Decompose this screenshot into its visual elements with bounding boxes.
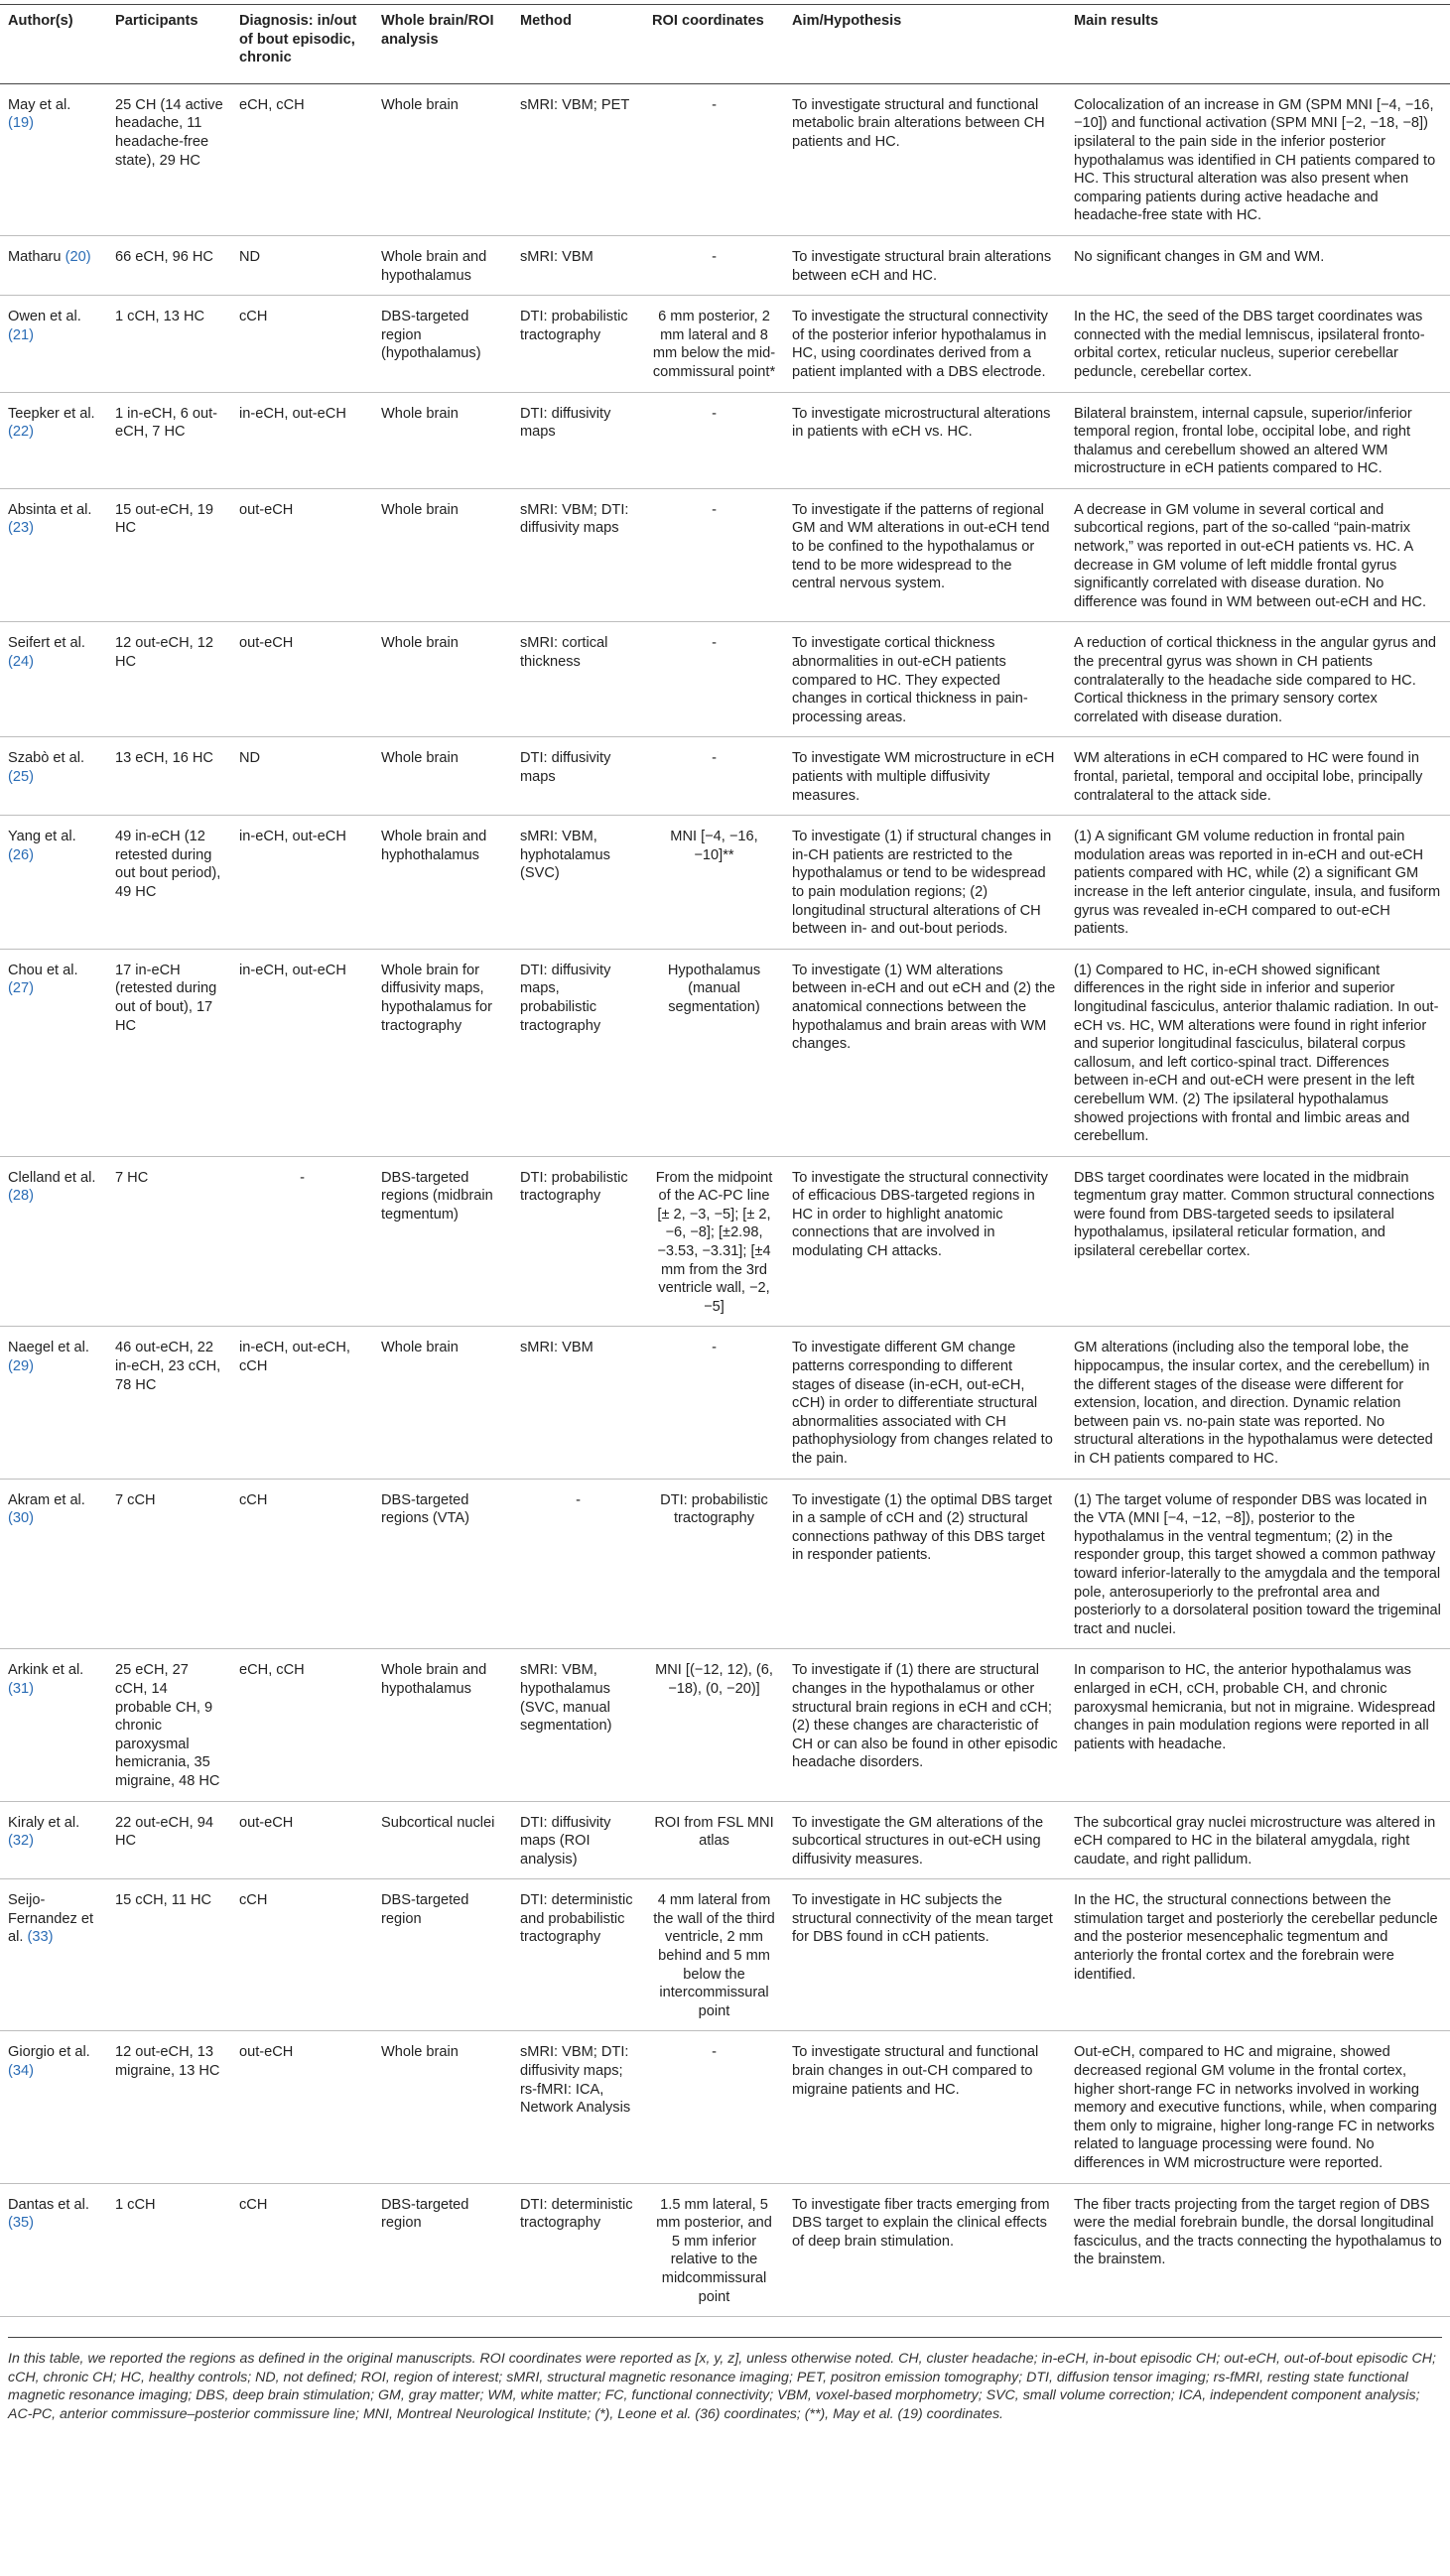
cell-method: DTI: diffusivity maps <box>512 392 644 488</box>
cell-roi-coordinates: - <box>644 488 784 622</box>
cell-method: sMRI: VBM, hypothalamus (SVC, manual segmentation) <box>512 1649 644 1801</box>
table-row <box>0 296 1450 392</box>
cell-method: - <box>512 1479 644 1649</box>
author-name: Clelland et al. <box>8 1169 96 1186</box>
citation-link[interactable]: (23) <box>8 520 34 537</box>
table-row <box>0 1327 1450 1479</box>
table-row <box>0 1879 1450 2031</box>
cell-analysis: Whole brain <box>373 2031 512 2183</box>
cell-method: DTI: diffusivity maps <box>512 737 644 816</box>
header-diagnosis: Diagnosis: in/out of bout episodic, chronic <box>231 5 373 84</box>
citation-link[interactable]: (32) <box>8 1833 34 1850</box>
cell-author <box>0 392 107 488</box>
table-row <box>0 949 1450 1156</box>
author-name: Seifert et al. <box>8 635 85 652</box>
citation-link[interactable]: (31) <box>8 1680 34 1697</box>
author-name: Absinta et al. <box>8 501 92 518</box>
cell-method: DTI: probabilistic tractography <box>512 1156 644 1327</box>
cell-author <box>0 1649 107 1801</box>
cell-author <box>0 949 107 1156</box>
cell-roi-coordinates: MNI [−4, −16, −10]** <box>644 816 784 950</box>
cell-roi-coordinates: - <box>644 83 784 235</box>
cell-roi-coordinates: From the midpoint of the AC-PC line [± 2, −3, −5]; [± 2, −6, −8]; [±2.98, −3.53, −3.31]; [±4 mm from the 3rd ventricle wall, −2, −5] <box>644 1156 784 1327</box>
cell-analysis: Subcortical nuclei <box>373 1801 512 1879</box>
cell-author <box>0 737 107 816</box>
cell-analysis: Whole brain and hyphothalamus <box>373 816 512 950</box>
citation-link[interactable]: (27) <box>8 980 34 997</box>
cell-participants: 22 out-eCH, 94 HC <box>107 1801 231 1879</box>
table-footnote: In this table, we reported the regions as defined in the original manuscripts. ROI coordinates were reported as [x, y, z], unless otherwise noted. CH, cluster headache; in-eCH, in-bout episodic CH; out-eCH, out-of-bout episodic CH; cCH, chronic CH; HC, healthy controls; ND, not defined; ROI, region of interest; sMRI, structural magnetic resonance imaging; PET, positron emission tomography; DTI, diffusion tensor imaging; rs-fMRI, resting state functional magnetic resonance imaging; DBS, deep brain stimulation; GM, gray matter; WM, white matter; FC, functional connectivity; VBM, voxel-based morphometry; SVC, small volume correction; ICA, independent component analysis; AC-PC, anterior commissure–posterior commissure line; MNI, Montreal Neurological Institute; (*), Leone et al. (36) coordinates; (**), May et al. (19) coordinates. <box>8 2337 1442 2423</box>
table-row <box>0 2031 1450 2183</box>
header-roi: ROI coordinates <box>644 5 784 84</box>
cell-aim: To investigate if (1) there are structural changes in the hypothalamus or other structural brain regions in eCH and cCH; (2) these changes are characteristic of CH or can also be found in other episodic headache disorders. <box>784 1649 1066 1801</box>
citation-link[interactable]: (25) <box>8 769 34 785</box>
cell-roi-coordinates: MNI [(−12, 12), (6, −18), (0, −20)] <box>644 1649 784 1801</box>
author-name: Yang et al. <box>8 829 76 845</box>
cell-method: sMRI: VBM <box>512 1327 644 1479</box>
cell-aim: To investigate WM microstructure in eCH patients with multiple diffusivity measures. <box>784 737 1066 816</box>
table-row <box>0 2183 1450 2317</box>
table-row <box>0 1156 1450 1327</box>
cell-analysis: Whole brain and hypothalamus <box>373 235 512 295</box>
header-method: Method <box>512 5 644 84</box>
cell-roi-coordinates: - <box>644 1327 784 1479</box>
cell-diagnosis: cCH <box>231 1479 373 1649</box>
cell-analysis: Whole brain <box>373 622 512 737</box>
cell-results: DBS target coordinates were located in the midbrain tegmentum gray matter. Common structural connections were found from DBS-targeted seeds to ipsilateral hypothalamus, ipsilateral reticular formation, and ipsilateral cerebellar cortex. <box>1066 1156 1450 1327</box>
table-body <box>0 83 1450 2316</box>
cell-aim: To investigate fiber tracts emerging from DBS target to explain the clinical effects of deep brain stimulation. <box>784 2183 1066 2317</box>
citation-link[interactable]: (21) <box>8 326 34 343</box>
cell-participants: 1 in-eCH, 6 out-eCH, 7 HC <box>107 392 231 488</box>
citation-link[interactable]: (35) <box>8 2215 34 2232</box>
cell-participants: 1 cCH <box>107 2183 231 2317</box>
cell-method: sMRI: VBM <box>512 235 644 295</box>
cell-method: DTI: probabilistic tractography <box>512 296 644 392</box>
cell-method: sMRI: VBM; PET <box>512 83 644 235</box>
cell-analysis: Whole brain <box>373 83 512 235</box>
citation-link[interactable]: (28) <box>8 1188 34 1205</box>
cell-analysis: Whole brain and hypothalamus <box>373 1649 512 1801</box>
cell-results: In the HC, the seed of the DBS target coordinates was connected with the medial lemniscus, ipsilateral fronto-orbital cortex, reticular nucleus, superior cerebellar peduncle, cerebellar cortex. <box>1066 296 1450 392</box>
cell-roi-coordinates: - <box>644 235 784 295</box>
citation-link[interactable]: (20) <box>65 248 91 265</box>
cell-participants: 13 eCH, 16 HC <box>107 737 231 816</box>
cell-results: GM alterations (including also the temporal lobe, the hippocampus, the insular cortex, and the cerebellum) in the different stages of the disease were different for extension, location, and direction. Dynamic relation between pain vs. no-pain state was reported. No structural alterations in the hypothalamus were detected in CH patients compared to HC. <box>1066 1327 1450 1479</box>
table-row <box>0 1479 1450 1649</box>
cell-diagnosis: cCH <box>231 2183 373 2317</box>
table-row <box>0 488 1450 622</box>
cell-analysis: DBS-targeted region <box>373 2183 512 2317</box>
table-row <box>0 1649 1450 1801</box>
cell-diagnosis: in-eCH, out-eCH <box>231 816 373 950</box>
cell-aim: To investigate (1) WM alterations between in-eCH and out eCH and (2) the anatomical connections between the hypothalamus and brain areas with WM changes. <box>784 949 1066 1156</box>
cell-author <box>0 488 107 622</box>
cell-roi-coordinates: DTI: probabilistic tractography <box>644 1479 784 1649</box>
cell-author <box>0 622 107 737</box>
author-name: Teepker et al. <box>8 405 95 422</box>
citation-link[interactable]: (33) <box>27 1929 54 1946</box>
cell-roi-coordinates: 4 mm lateral from the wall of the third ventricle, 2 mm behind and 5 mm below the intercommissural point <box>644 1879 784 2031</box>
cell-aim: To investigate the GM alterations of the subcortical structures in out-eCH using diffusivity measures. <box>784 1801 1066 1879</box>
table-row <box>0 737 1450 816</box>
citation-link[interactable]: (30) <box>8 1510 34 1527</box>
cell-aim: To investigate cortical thickness abnormalities in out-eCH patients compared to HC. They expected changes in cortical thickness in pain-processing areas. <box>784 622 1066 737</box>
cell-method: DTI: diffusivity maps (ROI analysis) <box>512 1801 644 1879</box>
cell-method: sMRI: VBM; DTI: diffusivity maps; rs-fMRI: ICA, Network Analysis <box>512 2031 644 2183</box>
cell-aim: To investigate (1) if structural changes in in-CH patients are restricted to the hypothalamus or tend to be widespread to pain modulation regions; (2) longitudinal structural alterations of CH between in- and out-bout periods. <box>784 816 1066 950</box>
citation-link[interactable]: (34) <box>8 2063 34 2080</box>
author-name: Szabò et al. <box>8 750 85 767</box>
table-row <box>0 1801 1450 1879</box>
cell-analysis: DBS-targeted region (hypothalamus) <box>373 296 512 392</box>
cell-analysis: Whole brain <box>373 1327 512 1479</box>
cell-results: (1) The target volume of responder DBS was located in the VTA (MNI [−4, −12, −8]), posterior to the hypothalamus in the ventral tegmentum; (2) in the responder group, this target showed a common pathway toward inferior-laterally to the amygdala and the temporal pole, anterosuperiorly to the prefrontal area and posteriorly to a dorsolateral position toward the trigeminal tract and nuclei. <box>1066 1479 1450 1649</box>
cell-participants: 25 eCH, 27 cCH, 14 probable CH, 9 chronic paroxysmal hemicrania, 35 migraine, 48 HC <box>107 1649 231 1801</box>
cell-results: The fiber tracts projecting from the target region of DBS were the medial forebrain bundle, the dorsal longitudinal fasciculus, and the tracts connecting the hypothalamus to the brainstem. <box>1066 2183 1450 2317</box>
header-analysis: Whole brain/ROI analysis <box>373 5 512 84</box>
cell-aim: To investigate in HC subjects the structural connectivity of the mean target for DBS found in cCH patients. <box>784 1879 1066 2031</box>
cell-author <box>0 1156 107 1327</box>
cell-author <box>0 2183 107 2317</box>
cell-aim: To investigate structural brain alterations between eCH and HC. <box>784 235 1066 295</box>
cell-diagnosis: in-eCH, out-eCH <box>231 949 373 1156</box>
author-name: May et al. <box>8 96 71 113</box>
cell-author <box>0 1479 107 1649</box>
cell-results: WM alterations in eCH compared to HC were found in frontal, parietal, temporal and occipital lobe, principally contralateral to the attack side. <box>1066 737 1450 816</box>
cell-results: The subcortical gray nuclei microstructure was altered in eCH compared to HC in the bilateral amygdala, right caudate, and right pallidum. <box>1066 1801 1450 1879</box>
header-author: Author(s) <box>0 5 107 84</box>
cell-roi-coordinates: ROI from FSL MNI atlas <box>644 1801 784 1879</box>
cell-analysis: DBS-targeted region <box>373 1879 512 2031</box>
cell-author <box>0 1327 107 1479</box>
cell-participants: 12 out-eCH, 12 HC <box>107 622 231 737</box>
cell-diagnosis: eCH, cCH <box>231 1649 373 1801</box>
citation-link[interactable]: (26) <box>8 846 34 863</box>
cell-aim: To investigate the structural connectivity of the posterior inferior hypothalamus in HC, using coordinates derived from a patient implanted with a DBS electrode. <box>784 296 1066 392</box>
cell-aim: To investigate structural and functional brain changes in out-CH compared to migraine patients and HC. <box>784 2031 1066 2183</box>
author-name: Chou et al. <box>8 962 78 978</box>
cell-aim: To investigate different GM change patterns corresponding to different stages of disease (in-eCH, out-eCH, cCH) in order to differentiate structural abnormalities associated with CH pathophysiology from changes related to the pain. <box>784 1327 1066 1479</box>
header-results: Main results <box>1066 5 1450 84</box>
cell-method: sMRI: VBM, hyphotalamus (SVC) <box>512 816 644 950</box>
cell-participants: 1 cCH, 13 HC <box>107 296 231 392</box>
table-header-row <box>0 5 1450 84</box>
cell-results: Out-eCH, compared to HC and migraine, showed decreased regional GM volume in the frontal cortex, higher short-range FC in networks involved in working memory and executive functions, while, when comparing them only to migraine, higher long-range FC in networks related to language processing were found. No differences in WM microstructure were reported. <box>1066 2031 1450 2183</box>
cell-roi-coordinates: 1.5 mm lateral, 5 mm posterior, and 5 mm inferior relative to the midcommissural point <box>644 2183 784 2317</box>
cell-analysis: Whole brain <box>373 737 512 816</box>
cell-analysis: Whole brain for diffusivity maps, hypothalamus for tractography <box>373 949 512 1156</box>
table-row <box>0 83 1450 235</box>
cell-author <box>0 1801 107 1879</box>
cell-roi-coordinates: 6 mm posterior, 2 mm lateral and 8 mm below the mid-commissural point* <box>644 296 784 392</box>
cell-results: (1) Compared to HC, in-eCH showed significant differences in the right side in inferior and superior longitudinal fasciculus, anterior thalamic radiation. In out-eCH vs. HC, WM alterations were found in right inferior and superior longitudinal fasciculus, bilateral corpus callosum, and left cortico-spinal tract. Differences between in-eCH and out-eCH were present in the left cerebellum WM. (2) The ipsilateral hypothalamus showed projections with frontal and limbic areas and cerebellum. <box>1066 949 1450 1156</box>
author-name: Arkink et al. <box>8 1662 84 1679</box>
cell-author <box>0 235 107 295</box>
author-name: Naegel et al. <box>8 1340 89 1356</box>
cell-results: In the HC, the structural connections between the stimulation target and posteriorly the cerebellar peduncle and the posterior mesencephalic tegmentum and anteriorly the frontal cortex and the forebrain were identified. <box>1066 1879 1450 2031</box>
cell-author <box>0 296 107 392</box>
cell-analysis: DBS-targeted regions (VTA) <box>373 1479 512 1649</box>
cell-roi-coordinates: - <box>644 2031 784 2183</box>
cell-diagnosis: out-eCH <box>231 622 373 737</box>
cell-diagnosis: out-eCH <box>231 2031 373 2183</box>
cell-participants: 17 in-eCH (retested during out of bout), 17 HC <box>107 949 231 1156</box>
cell-method: DTI: deterministic and probabilistic tractography <box>512 1879 644 2031</box>
cell-results: Bilateral brainstem, internal capsule, superior/inferior temporal region, frontal lobe, occipital lobe, and right thalamus and cerebellum showed an altered WM microstructure in eCH patients compared to HC. <box>1066 392 1450 488</box>
cell-participants: 66 eCH, 96 HC <box>107 235 231 295</box>
author-name: Dantas et al. <box>8 2196 89 2213</box>
cell-author <box>0 2031 107 2183</box>
cell-method: DTI: diffusivity maps, probabilistic tractography <box>512 949 644 1156</box>
citation-link[interactable]: (19) <box>8 115 34 132</box>
table-row <box>0 622 1450 737</box>
citation-link[interactable]: (22) <box>8 424 34 441</box>
cell-diagnosis: in-eCH, out-eCH, cCH <box>231 1327 373 1479</box>
cell-aim: To investigate if the patterns of regional GM and WM alterations in out-eCH tend to be confined to the hypothalamus or tend to be more widespread to the central nervous system. <box>784 488 1066 622</box>
table-row <box>0 235 1450 295</box>
cell-results: (1) A significant GM volume reduction in frontal pain modulation areas was reported in in-eCH and out-eCH patients compared with HC, while (2) a significant GM increase in the left anterior cingulate, insula, and fusiform gyrus was revealed in-eCH compared to out-eCH patients. <box>1066 816 1450 950</box>
cell-aim: To investigate structural and functional metabolic brain alterations between CH patients and HC. <box>784 83 1066 235</box>
cell-participants: 12 out-eCH, 13 migraine, 13 HC <box>107 2031 231 2183</box>
cell-participants: 15 cCH, 11 HC <box>107 1879 231 2031</box>
cell-results: In comparison to HC, the anterior hypothalamus was enlarged in eCH, cCH, probable CH, and chronic paroxysmal hemicrania, but not in migraine. Widespread changes in pain modulation regions were reported in all patients with headache. <box>1066 1649 1450 1801</box>
cell-aim: To investigate the structural connectivity of efficacious DBS-targeted regions in HC in order to highlight anatomic connections that are involved in modulating CH attacks. <box>784 1156 1066 1327</box>
cell-roi-coordinates: - <box>644 737 784 816</box>
cell-participants: 25 CH (14 active headache, 11 headache-free state), 29 HC <box>107 83 231 235</box>
author-name: Kiraly et al. <box>8 1814 80 1831</box>
cell-analysis: DBS-targeted regions (midbrain tegmentum) <box>373 1156 512 1327</box>
cell-analysis: Whole brain <box>373 392 512 488</box>
author-name: Giorgio et al. <box>8 2044 90 2061</box>
cell-results: No significant changes in GM and WM. <box>1066 235 1450 295</box>
cell-analysis: Whole brain <box>373 488 512 622</box>
cell-method: sMRI: cortical thickness <box>512 622 644 737</box>
cell-aim: To investigate microstructural alterations in patients with eCH vs. HC. <box>784 392 1066 488</box>
cell-method: DTI: deterministic tractography <box>512 2183 644 2317</box>
cell-author <box>0 83 107 235</box>
author-name: Seijo-Fernandez et al. <box>8 1892 93 1946</box>
cell-author <box>0 1879 107 2031</box>
author-name: Akram et al. <box>8 1491 85 1508</box>
cell-results: A decrease in GM volume in several cortical and subcortical regions, part of the so-called “pain-matrix network,” was reported in out-eCH patients vs. HC. A decrease in GM volume of left middle frontal gyrus significantly correlated with disease duration. No difference was found in WM between out-eCH and HC. <box>1066 488 1450 622</box>
cell-participants: 49 in-eCH (12 retested during out bout period), 49 HC <box>107 816 231 950</box>
cell-diagnosis: cCH <box>231 1879 373 2031</box>
author-name: Owen et al. <box>8 309 81 325</box>
cell-diagnosis: eCH, cCH <box>231 83 373 235</box>
cell-diagnosis: ND <box>231 235 373 295</box>
cell-participants: 15 out-eCH, 19 HC <box>107 488 231 622</box>
cell-results: A reduction of cortical thickness in the angular gyrus and the precentral gyrus was shown in CH patients contralaterally to the headache side compared to HC. Cortical thickness in the primary sensory cortex correlated with disease duration. <box>1066 622 1450 737</box>
studies-table <box>0 4 1450 2317</box>
cell-participants: 7 HC <box>107 1156 231 1327</box>
cell-roi-coordinates: Hypothalamus (manual segmentation) <box>644 949 784 1156</box>
cell-method: sMRI: VBM; DTI: diffusivity maps <box>512 488 644 622</box>
cell-aim: To investigate (1) the optimal DBS target in a sample of cCH and (2) structural connections pathway of this DBS target in responder patients. <box>784 1479 1066 1649</box>
cell-participants: 46 out-eCH, 22 in-eCH, 23 cCH, 78 HC <box>107 1327 231 1479</box>
citation-link[interactable]: (24) <box>8 654 34 671</box>
author-name: Matharu <box>8 248 62 265</box>
cell-diagnosis: - <box>231 1156 373 1327</box>
cell-results: Colocalization of an increase in GM (SPM MNI [−4, −16, −10]) and functional activation (SPM MNI [−2, −18, −8]) ipsilateral to the pain side in the inferior posterior hypothalamus was identified in CH patients compared to HC. This structural alteration was also present when comparing patients during active headache and headache-free state with HC. <box>1066 83 1450 235</box>
header-aim: Aim/Hypothesis <box>784 5 1066 84</box>
table-row <box>0 816 1450 950</box>
cell-roi-coordinates: - <box>644 392 784 488</box>
header-participants: Participants <box>107 5 231 84</box>
cell-diagnosis: out-eCH <box>231 1801 373 1879</box>
table-row <box>0 392 1450 488</box>
cell-diagnosis: out-eCH <box>231 488 373 622</box>
cell-author <box>0 816 107 950</box>
cell-diagnosis: cCH <box>231 296 373 392</box>
cell-diagnosis: in-eCH, out-eCH <box>231 392 373 488</box>
cell-roi-coordinates: - <box>644 622 784 737</box>
cell-diagnosis: ND <box>231 737 373 816</box>
cell-participants: 7 cCH <box>107 1479 231 1649</box>
citation-link[interactable]: (29) <box>8 1358 34 1375</box>
